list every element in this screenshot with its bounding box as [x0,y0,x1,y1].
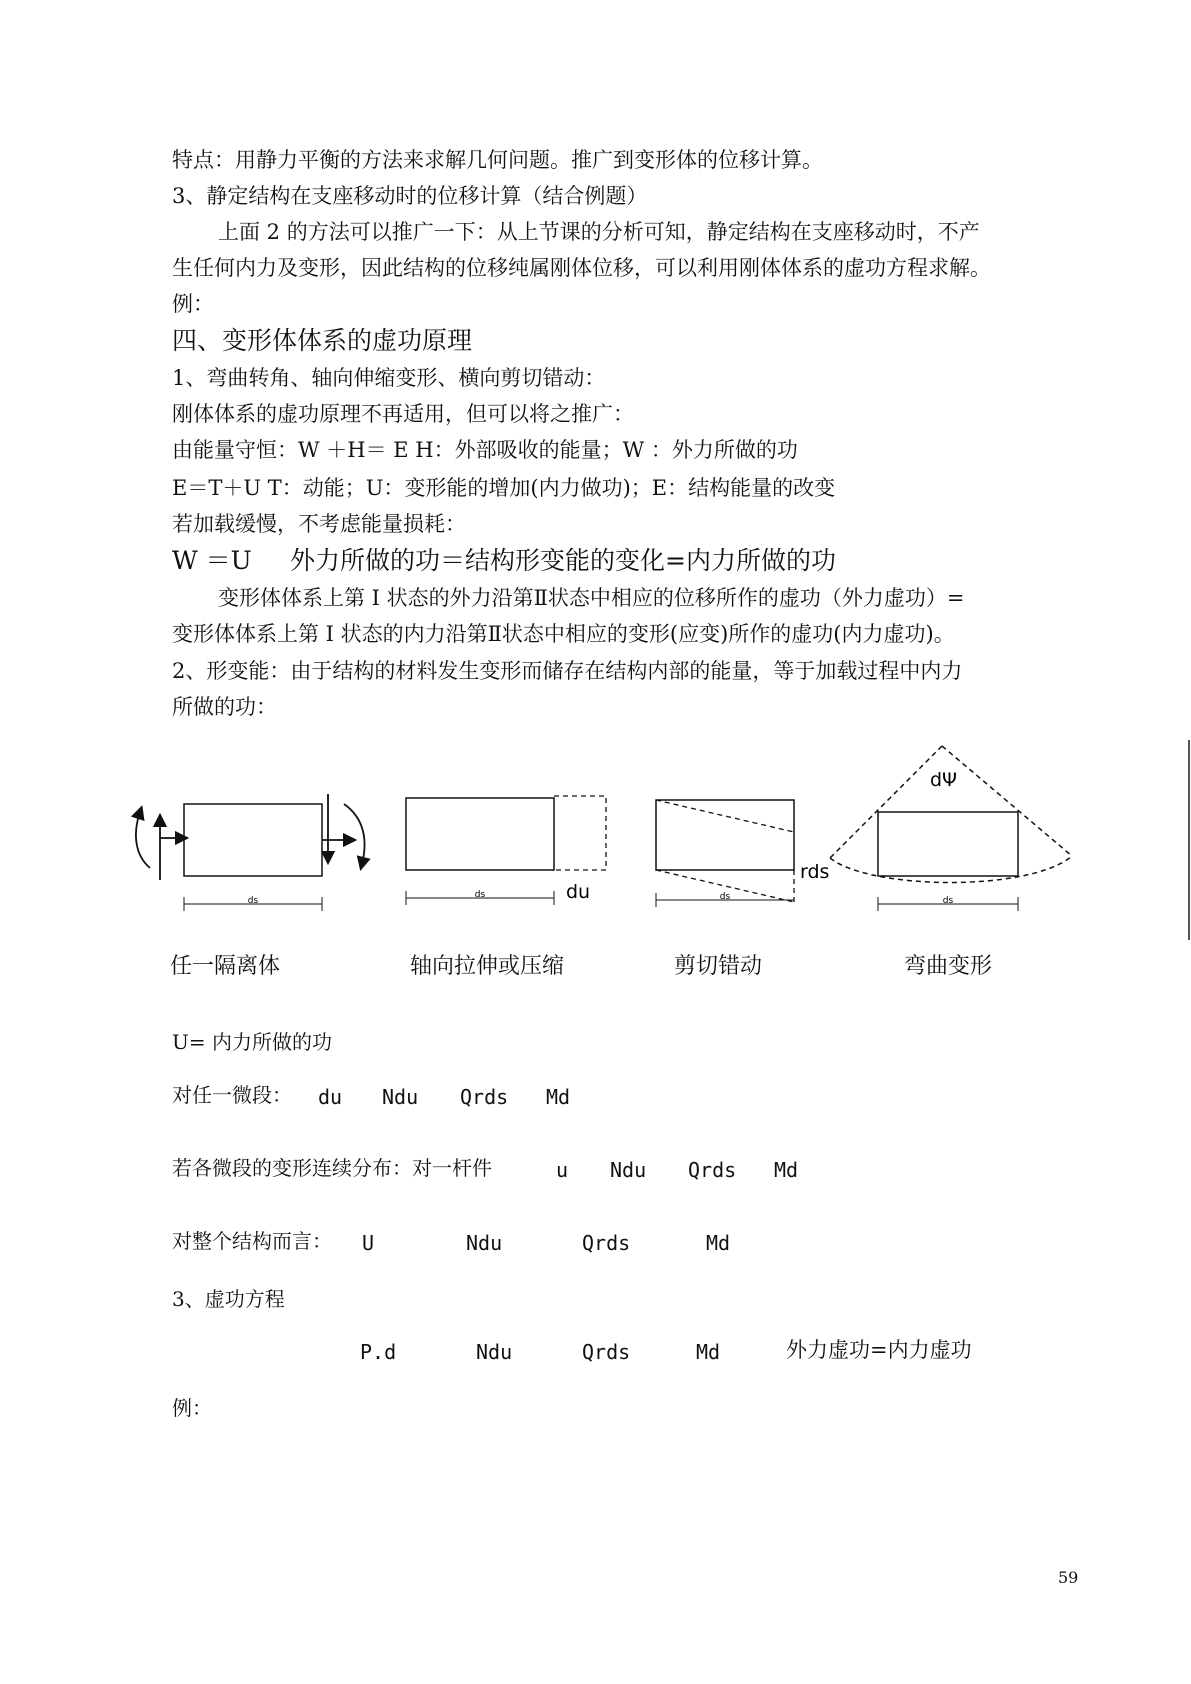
term: Ndu [466,1231,503,1255]
caption-shear: 剪切错动 [674,954,763,979]
equation-left: W ＝U [172,546,252,575]
page-number: 59 [1058,1568,1079,1587]
term: Qrds [688,1158,737,1182]
term: Qrds [582,1231,631,1255]
shear-panel [656,800,829,907]
ds-label: ds [942,896,954,906]
term: Ndu [610,1158,647,1182]
virtual-work-equation: 外力虚功=内力虚功 [786,1338,972,1362]
term: Ndu [476,1340,513,1364]
paragraph-line: 特点：用静力平衡的方法来求解几何问题。推广到变形体的位移计算。 [172,148,823,172]
subheading: 3、静定结构在支座移动时的位移计算（结合例题） [172,184,648,208]
paragraph-line: E＝T＋U T：动能；U：变形能的增加(内力做功)；E：结构能量的改变 [172,476,836,500]
term: du [318,1085,343,1109]
term: Md [774,1158,799,1182]
row-label: 对任一微段： [172,1083,292,1107]
paragraph-line: 由能量守恒：W ＋H＝ E H：外部吸收的能量；W ：外力所做的功 [172,438,798,462]
paragraph-line: 例： [172,292,214,316]
subheading: 3、虚功方程 [172,1287,285,1311]
formula-line: U= 内力所做的功 [172,1030,332,1054]
equation-right: 外力所做的功＝结构形变能的变化=内力所做的功 [290,546,836,575]
ds-label: ds [474,890,486,900]
axial-panel [406,796,606,905]
term: U [362,1231,375,1255]
term: Md [696,1340,721,1364]
caption-free-body: 任一隔离体 [170,954,281,979]
subheading: 1、弯曲转角、轴向伸缩变形、横向剪切错动： [172,366,606,390]
term: Md [706,1231,731,1255]
ds-label: ds [719,892,731,902]
caption-bending: 弯曲变形 [904,954,993,979]
free-body-panel [136,794,365,911]
term: Qrds [460,1085,509,1109]
dpsi-label: dΨ [930,769,958,791]
example-label: 例： [172,1396,212,1420]
paragraph-line: 刚体体系的虚功原理不再适用，但可以将之推广： [172,402,634,426]
ds-label: ds [247,896,259,906]
term: Md [546,1085,571,1109]
term: P.d [360,1340,397,1364]
paragraph-line: 变形体体系上第 I 状态的外力沿第Ⅱ状态中相应的位移所作的虚功（外力虚功）= [218,586,965,610]
term: u [556,1158,569,1182]
row-label: 对整个结构而言： [172,1229,332,1253]
row-label: 若各微段的变形连续分布：对一杆件 [172,1156,492,1180]
term: Ndu [382,1085,419,1109]
rds-label: rds [800,861,830,883]
paragraph-line: 若加载缓慢，不考虑能量损耗： [172,512,466,536]
paragraph-line: 上面 2 的方法可以推广一下：从上节课的分析可知，静定结构在支座移动时，不产 [218,220,980,244]
deformation-figure [0,740,1191,940]
subheading: 2、形变能：由于结构的材料发生变形而储存在结构内部的能量，等于加载过程中内力 [172,659,963,683]
bending-panel [830,746,1072,911]
du-label: du [566,881,591,903]
paragraph-line: 生任何内力及变形，因此结构的位移纯属刚体位移，可以利用刚体体系的虚功方程求解。 [172,256,991,280]
margin-rule [1188,740,1190,940]
paragraph-line: 所做的功： [172,695,277,719]
term: Qrds [582,1340,631,1364]
paragraph-line: 变形体体系上第 I 状态的内力沿第Ⅱ状态中相应的变形(应变)所作的虚功(内力虚功)。 [172,622,955,646]
caption-axial: 轴向拉伸或压缩 [410,954,565,979]
section-heading: 四、变形体体系的虚功原理 [172,326,473,355]
